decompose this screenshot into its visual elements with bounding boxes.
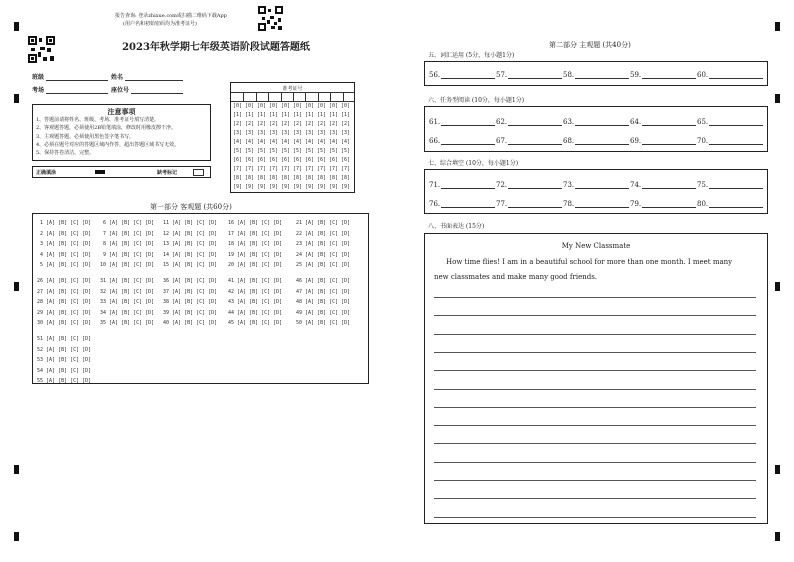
exam-id-bubble[interactable]: [5] bbox=[305, 148, 315, 154]
exam-id-bubble[interactable]: [2] bbox=[269, 121, 279, 127]
exam-id-bubble[interactable]: [1] bbox=[281, 112, 291, 118]
question-number: 60. bbox=[697, 71, 709, 79]
part1-title: 第一部分 客观题 (共60分) bbox=[150, 203, 232, 211]
exam-id-bubble[interactable]: [5] bbox=[329, 148, 339, 154]
question-bubbles[interactable]: 53 [A] [B] [C] [D] bbox=[37, 357, 92, 364]
absent-label: 缺考标记 bbox=[157, 170, 178, 176]
alignment-mark bbox=[14, 22, 19, 31]
answer-blank[interactable] bbox=[575, 188, 629, 189]
question-number: 57. bbox=[496, 71, 508, 79]
writing-line[interactable] bbox=[434, 315, 756, 316]
exam-id-bubble[interactable]: [2] bbox=[317, 121, 327, 127]
question-bubbles[interactable]: 34 [A] [B] [C] [D] bbox=[100, 309, 155, 316]
section5-box bbox=[424, 61, 768, 86]
answer-blank[interactable] bbox=[441, 188, 495, 189]
question-bubbles[interactable]: 37 [A] [B] [C] [D] bbox=[163, 288, 218, 295]
answer-blank[interactable] bbox=[508, 188, 562, 189]
answer-blank[interactable] bbox=[642, 188, 696, 189]
answer-blank[interactable] bbox=[508, 78, 562, 79]
correct-fill-label: 正确填涂 bbox=[36, 170, 57, 176]
question-number: 72. bbox=[496, 181, 508, 189]
writing-line[interactable] bbox=[434, 352, 756, 353]
exam-id-bubble[interactable]: [6] bbox=[341, 157, 351, 163]
question-number: 79. bbox=[630, 200, 642, 208]
question-bubbles[interactable]: 35 [A] [B] [C] [D] bbox=[100, 320, 155, 327]
seat-label: 座位号 bbox=[111, 87, 130, 94]
question-bubbles[interactable]: 55 [A] [B] [C] [D] bbox=[37, 378, 92, 385]
exam-id-title: 准考证号 bbox=[282, 86, 303, 92]
exam-id-bubble[interactable]: [2] bbox=[341, 121, 351, 127]
exam-id-bubble[interactable]: [1] bbox=[269, 112, 279, 118]
question-bubbles[interactable]: 14 [A] [B] [C] [D] bbox=[163, 251, 218, 258]
question-number: 65. bbox=[697, 118, 709, 126]
question-bubbles[interactable]: 5 [A] [B] [C] [D] bbox=[37, 262, 92, 269]
question-bubbles[interactable]: 13 [A] [B] [C] [D] bbox=[163, 241, 218, 248]
question-bubbles[interactable]: 17 [A] [B] [C] [D] bbox=[228, 230, 283, 237]
exam-id-bubble[interactable]: [2] bbox=[305, 121, 315, 127]
question-bubbles[interactable]: 49 [A] [B] [C] [D] bbox=[296, 309, 351, 316]
exam-id-bubble[interactable]: [0] bbox=[317, 103, 327, 109]
report-query-note: 报告查询: 登录zhixue.com或扫描二维码下载App bbox=[115, 13, 227, 19]
exam-id-bubble[interactable]: [7] bbox=[257, 166, 267, 172]
exam-id-bubble[interactable]: [1] bbox=[233, 112, 243, 118]
exam-id-bubble[interactable]: [3] bbox=[281, 130, 291, 136]
alignment-mark bbox=[775, 465, 780, 474]
alignment-mark bbox=[775, 532, 780, 541]
section8-title: 八、书面表达 (15分) bbox=[428, 223, 485, 230]
question-bubbles[interactable]: 41 [A] [B] [C] [D] bbox=[228, 278, 283, 284]
question-number: 70. bbox=[697, 137, 709, 145]
question-bubbles[interactable]: 44 [A] [B] [C] [D] bbox=[228, 309, 283, 316]
question-bubbles[interactable]: 40 [A] [B] [C] [D] bbox=[163, 320, 218, 327]
note-item: 1、答题前请将姓名、班级、考场、准考证号填写清楚。 bbox=[36, 117, 160, 123]
exam-id-bubble[interactable]: [4] bbox=[233, 139, 243, 145]
question-bubbles[interactable]: 20 [A] [B] [C] [D] bbox=[228, 262, 283, 269]
exam-id-bubble[interactable]: [7] bbox=[329, 166, 339, 172]
exam-id-bubble[interactable]: [1] bbox=[329, 112, 339, 118]
question-number: 59. bbox=[630, 71, 642, 79]
question-bubbles[interactable]: 32 [A] [B] [C] [D] bbox=[100, 288, 155, 295]
exam-id-bubble[interactable]: [3] bbox=[317, 130, 327, 136]
exam-id-bubble[interactable]: [8] bbox=[293, 175, 303, 181]
exam-id-bubble[interactable]: [9] bbox=[317, 184, 327, 190]
exam-id-bubble[interactable]: [4] bbox=[281, 139, 291, 145]
essay-title: My New Classmate bbox=[561, 242, 631, 250]
answer-blank[interactable] bbox=[508, 207, 562, 208]
question-bubbles[interactable]: 42 [A] [B] [C] [D] bbox=[228, 288, 283, 295]
exam-id-bubble[interactable]: [3] bbox=[329, 130, 339, 136]
exam-id-bubble[interactable]: [2] bbox=[293, 121, 303, 127]
essay-line: new classmates and make many good friends. bbox=[434, 273, 598, 281]
answer-blank[interactable] bbox=[709, 188, 763, 189]
alignment-mark bbox=[14, 465, 19, 474]
notes-title: 注意事项 bbox=[107, 107, 136, 116]
exam-id-bubble[interactable]: [3] bbox=[245, 130, 255, 136]
question-bubbles[interactable]: 50 [A] [B] [C] [D] bbox=[296, 320, 351, 327]
answer-blank[interactable] bbox=[709, 78, 763, 79]
seat-field[interactable] bbox=[131, 93, 183, 94]
notes-list bbox=[36, 116, 179, 157]
exam-id-bubble[interactable]: [9] bbox=[269, 184, 279, 190]
exam-room-label: 考场 bbox=[32, 87, 45, 94]
exam-id-bubble[interactable]: [5] bbox=[257, 148, 267, 154]
answer-blank[interactable] bbox=[508, 125, 562, 126]
answer-blank[interactable] bbox=[575, 125, 629, 126]
question-bubbles[interactable]: 38 [A] [B] [C] [D] bbox=[163, 299, 218, 306]
question-bubbles[interactable]: 23 [A] [B] [C] [D] bbox=[296, 241, 351, 248]
section7-box bbox=[424, 169, 768, 214]
section5-title: 五、词汇运用 (5分，每小题1分) bbox=[428, 52, 515, 59]
exam-id-bubble[interactable]: [3] bbox=[293, 130, 303, 136]
exam-id-bubble[interactable]: [9] bbox=[245, 184, 255, 190]
question-bubbles[interactable]: 24 [A] [B] [C] [D] bbox=[296, 251, 351, 258]
exam-id-bubble[interactable]: [9] bbox=[305, 184, 315, 190]
question-number: 67. bbox=[496, 137, 508, 145]
exam-id-bubble[interactable]: [5] bbox=[281, 148, 291, 154]
exam-id-bubble[interactable]: [5] bbox=[233, 148, 243, 154]
exam-id-bubble[interactable]: [1] bbox=[293, 112, 303, 118]
question-bubbles[interactable]: 48 [A] [B] [C] [D] bbox=[296, 299, 351, 306]
note-item: 5、保持答卷清洁、完整。 bbox=[36, 150, 95, 157]
alignment-mark bbox=[775, 22, 780, 31]
exam-id-bubble[interactable]: [2] bbox=[281, 121, 291, 127]
writing-line[interactable] bbox=[434, 498, 756, 499]
exam-id-bubble[interactable]: [8] bbox=[305, 175, 315, 181]
part2-title: 第二部分 主观题 (共40分) bbox=[549, 41, 631, 49]
exam-id-bubble[interactable]: [7] bbox=[269, 166, 279, 172]
exam-id-bubble[interactable]: [0] bbox=[245, 103, 255, 109]
note-item: 4、必须在题号对应的答题区域内作答，超出答题区域书写无效。 bbox=[36, 141, 180, 148]
exam-id-bubble[interactable]: [0] bbox=[305, 103, 315, 109]
exam-id-bubble[interactable]: [3] bbox=[233, 130, 243, 136]
alignment-mark bbox=[775, 282, 780, 291]
alignment-mark bbox=[14, 94, 19, 103]
writing-box bbox=[424, 233, 768, 524]
exam-id-bubble[interactable]: [2] bbox=[329, 121, 339, 127]
writing-line[interactable] bbox=[434, 517, 756, 518]
question-number: 75. bbox=[697, 181, 709, 189]
question-bubbles[interactable]: 16 [A] [B] [C] [D] bbox=[228, 220, 283, 226]
answer-blank[interactable] bbox=[642, 144, 696, 145]
exam-id-bubble[interactable]: [7] bbox=[281, 166, 291, 172]
question-number: 76. bbox=[429, 200, 441, 208]
exam-id-bubble[interactable]: [9] bbox=[329, 184, 339, 190]
exam-id-bubble[interactable]: [4] bbox=[341, 139, 351, 145]
alignment-mark bbox=[14, 282, 19, 291]
question-bubbles[interactable]: 25 [A] [B] [C] [D] bbox=[296, 262, 351, 269]
answer-blank[interactable] bbox=[642, 207, 696, 208]
exam-id-bubble[interactable]: [8] bbox=[233, 175, 243, 181]
exam-id-bubble[interactable]: [6] bbox=[293, 157, 303, 163]
question-number: 56. bbox=[429, 71, 441, 79]
exam-id-bubble[interactable]: [0] bbox=[281, 103, 291, 109]
exam-id-bubble[interactable]: [0] bbox=[257, 103, 267, 109]
exam-id-bubble[interactable]: [4] bbox=[245, 139, 255, 145]
answer-blank[interactable] bbox=[709, 207, 763, 208]
question-bubbles[interactable]: 3 [A] [B] [C] [D] bbox=[37, 241, 92, 248]
question-bubbles[interactable]: 7 [A] [B] [C] [D] bbox=[100, 230, 155, 237]
writing-line[interactable] bbox=[434, 297, 756, 298]
exam-id-bubble[interactable]: [6] bbox=[269, 157, 279, 163]
exam-id-bubble[interactable]: [9] bbox=[293, 184, 303, 190]
answer-blank[interactable] bbox=[441, 207, 495, 208]
question-bubbles[interactable]: 18 [A] [B] [C] [D] bbox=[228, 241, 283, 248]
question-bubbles[interactable]: 46 [A] [B] [C] [D] bbox=[296, 278, 351, 284]
question-number: 58. bbox=[563, 71, 575, 79]
exam-id-bubble[interactable]: [2] bbox=[257, 121, 267, 127]
writing-line[interactable] bbox=[434, 443, 756, 444]
exam-id-bubble[interactable]: [7] bbox=[305, 166, 315, 172]
exam-id-bubble[interactable]: [1] bbox=[317, 112, 327, 118]
class-field[interactable] bbox=[46, 80, 108, 81]
answer-blank[interactable] bbox=[441, 125, 495, 126]
section6-box bbox=[424, 106, 768, 152]
exam-id-bubble[interactable]: [6] bbox=[233, 157, 243, 163]
question-bubbles[interactable]: 33 [A] [B] [C] [D] bbox=[100, 299, 155, 306]
section6-title: 六、任务型阅读 (10分，每小题1分) bbox=[428, 97, 525, 104]
question-number: 71. bbox=[429, 181, 441, 189]
question-bubbles[interactable]: 8 [A] [B] [C] [D] bbox=[100, 241, 155, 248]
essay-line: How time flies! I am in a beautiful school for more than one month. I meet many bbox=[446, 258, 733, 266]
answer-blank[interactable] bbox=[441, 144, 495, 145]
question-bubbles[interactable]: 4 [A] [B] [C] [D] bbox=[37, 251, 92, 258]
exam-id-bubble[interactable]: [4] bbox=[317, 139, 327, 145]
question-number: 61. bbox=[429, 118, 441, 126]
writing-line[interactable] bbox=[434, 370, 756, 371]
answer-blank[interactable] bbox=[441, 78, 495, 79]
exam-id-bubble[interactable]: [8] bbox=[281, 175, 291, 181]
question-number: 68. bbox=[563, 137, 575, 145]
question-number: 66. bbox=[429, 137, 441, 145]
name-label: 姓名 bbox=[111, 74, 124, 81]
exam-id-bubble[interactable]: [3] bbox=[269, 130, 279, 136]
exam-id-bubble[interactable]: [6] bbox=[329, 157, 339, 163]
exam-id-bubble[interactable]: [5] bbox=[341, 148, 351, 154]
exam-id-bubble[interactable]: [6] bbox=[305, 157, 315, 163]
question-bubbles[interactable]: 2 [A] [B] [C] [D] bbox=[37, 230, 92, 237]
exam-id-bubble[interactable]: [0] bbox=[341, 103, 351, 109]
exam-id-bubble[interactable]: [1] bbox=[305, 112, 315, 118]
exam-id-bubble[interactable]: [9] bbox=[233, 184, 243, 190]
question-bubbles[interactable]: 12 [A] [B] [C] [D] bbox=[163, 230, 218, 237]
exam-id-bubble[interactable]: [3] bbox=[305, 130, 315, 136]
question-number: 73. bbox=[563, 181, 575, 189]
question-bubbles[interactable]: 47 [A] [B] [C] [D] bbox=[296, 288, 351, 295]
question-bubbles[interactable]: 30 [A] [B] [C] [D] bbox=[37, 320, 92, 327]
question-bubbles[interactable]: 21 [A] [B] [C] [D] bbox=[296, 220, 351, 226]
qr-code-icon bbox=[258, 6, 283, 31]
exam-id-bubble[interactable]: [5] bbox=[317, 148, 327, 154]
exam-id-bubble[interactable]: [6] bbox=[281, 157, 291, 163]
exam-id-bubble[interactable]: [6] bbox=[317, 157, 327, 163]
exam-id-bubble[interactable]: [0] bbox=[233, 103, 243, 109]
exam-id-bubble[interactable]: [2] bbox=[245, 121, 255, 127]
alignment-mark bbox=[775, 94, 780, 103]
page-title: 2023年秋学期七年级英语阶段试题答题纸 bbox=[122, 42, 310, 53]
exam-id-bubble[interactable]: [9] bbox=[257, 184, 267, 190]
exam-id-bubble[interactable]: [4] bbox=[257, 139, 267, 145]
exam-id-bubble[interactable]: [5] bbox=[269, 148, 279, 154]
question-bubbles[interactable]: 43 [A] [B] [C] [D] bbox=[228, 299, 283, 306]
writing-line[interactable] bbox=[434, 407, 756, 408]
fill-example-row bbox=[32, 166, 211, 178]
name-field[interactable] bbox=[125, 80, 183, 81]
exam-id-bubble[interactable]: [5] bbox=[245, 148, 255, 154]
answer-blank[interactable] bbox=[642, 78, 696, 79]
answer-blank[interactable] bbox=[642, 125, 696, 126]
exam-id-bubble[interactable]: [3] bbox=[257, 130, 267, 136]
question-bubbles[interactable]: 51 [A] [B] [C] [D] bbox=[37, 336, 92, 342]
login-note: (用户名和初始密码均为准考证号) bbox=[123, 21, 197, 27]
objective-answer-box bbox=[32, 213, 369, 384]
note-item: 3、主观题答题，必须使用黑色签字笔书写。 bbox=[36, 133, 135, 140]
question-bubbles[interactable]: 39 [A] [B] [C] [D] bbox=[163, 309, 218, 316]
exam-id-bubble[interactable]: [7] bbox=[293, 166, 303, 172]
question-bubbles[interactable]: 9 [A] [B] [C] [D] bbox=[100, 251, 155, 258]
question-bubbles[interactable]: 22 [A] [B] [C] [D] bbox=[296, 230, 351, 237]
exam-id-bubble[interactable]: [9] bbox=[341, 184, 351, 190]
exam-id-bubble[interactable]: [4] bbox=[329, 139, 339, 145]
question-number: 62. bbox=[496, 118, 508, 126]
question-bubbles[interactable]: 31 [A] [B] [C] [D] bbox=[100, 278, 155, 284]
writing-line[interactable] bbox=[434, 389, 756, 390]
question-bubbles[interactable]: 1 [A] [B] [C] [D] bbox=[37, 220, 92, 226]
exam-id-bubble[interactable]: [1] bbox=[341, 112, 351, 118]
notes-box bbox=[32, 104, 211, 161]
exam-room-field[interactable] bbox=[46, 93, 108, 94]
writing-line[interactable] bbox=[434, 425, 756, 426]
question-number: 80. bbox=[697, 200, 709, 208]
exam-id-bubble[interactable]: [8] bbox=[257, 175, 267, 181]
exam-id-bubble[interactable]: [8] bbox=[245, 175, 255, 181]
alignment-mark bbox=[14, 532, 19, 541]
question-bubbles[interactable]: 10 [A] [B] [C] [D] bbox=[100, 262, 155, 269]
question-number: 64. bbox=[630, 118, 642, 126]
question-bubbles[interactable]: 28 [A] [B] [C] [D] bbox=[37, 299, 92, 306]
question-bubbles[interactable]: 45 [A] [B] [C] [D] bbox=[228, 320, 283, 327]
exam-id-bubble[interactable]: [2] bbox=[233, 121, 243, 127]
absent-checkbox[interactable] bbox=[193, 169, 204, 176]
exam-id-bubble[interactable]: [6] bbox=[245, 157, 255, 163]
question-number: 74. bbox=[630, 181, 642, 189]
exam-id-bubble[interactable]: [7] bbox=[245, 166, 255, 172]
exam-id-bubble[interactable]: [0] bbox=[269, 103, 279, 109]
exam-id-box bbox=[230, 82, 355, 193]
exam-id-bubble[interactable]: [8] bbox=[329, 175, 339, 181]
exam-id-bubble[interactable]: [4] bbox=[293, 139, 303, 145]
writing-line[interactable] bbox=[434, 334, 756, 335]
question-bubbles[interactable]: 6 [A] [B] [C] [D] bbox=[100, 220, 155, 226]
exam-id-bubble[interactable]: [1] bbox=[257, 112, 267, 118]
answer-blank[interactable] bbox=[575, 78, 629, 79]
note-item: 2、客观题答题，必须使用2B铅笔填涂，修改时用橡皮擦干净。 bbox=[36, 125, 177, 132]
answer-blank[interactable] bbox=[709, 144, 763, 145]
question-bubbles[interactable]: 19 [A] [B] [C] [D] bbox=[228, 251, 283, 258]
question-number: 69. bbox=[630, 137, 642, 145]
exam-id-bubble[interactable]: [8] bbox=[317, 175, 327, 181]
question-number: 77. bbox=[496, 200, 508, 208]
exam-id-bubble[interactable]: [9] bbox=[281, 184, 291, 190]
question-bubbles[interactable]: 15 [A] [B] [C] [D] bbox=[163, 262, 218, 269]
exam-id-bubble[interactable]: [8] bbox=[341, 175, 351, 181]
answer-blank[interactable] bbox=[575, 144, 629, 145]
exam-id-bubble[interactable]: [7] bbox=[233, 166, 243, 172]
exam-id-bubble[interactable]: [5] bbox=[293, 148, 303, 154]
writing-line[interactable] bbox=[434, 462, 756, 463]
question-bubbles[interactable]: 54 [A] [B] [C] [D] bbox=[37, 367, 92, 374]
exam-id-bubble[interactable]: [0] bbox=[329, 103, 339, 109]
filled-bubble-icon bbox=[95, 170, 105, 174]
answer-blank[interactable] bbox=[508, 144, 562, 145]
question-number: 78. bbox=[563, 200, 575, 208]
exam-id-bubble[interactable]: [3] bbox=[341, 130, 351, 136]
section7-title: 七、综合填空 (10分，每小题1分) bbox=[428, 160, 519, 167]
answer-blank[interactable] bbox=[709, 125, 763, 126]
question-bubbles[interactable]: 11 [A] [B] [C] [D] bbox=[163, 220, 218, 226]
question-bubbles[interactable]: 36 [A] [B] [C] [D] bbox=[163, 278, 218, 284]
exam-id-bubble[interactable]: [4] bbox=[269, 139, 279, 145]
class-label: 班级 bbox=[32, 74, 45, 81]
exam-id-bubble[interactable]: [7] bbox=[317, 166, 327, 172]
question-bubbles[interactable]: 29 [A] [B] [C] [D] bbox=[37, 309, 92, 316]
question-number: 63. bbox=[563, 118, 575, 126]
exam-id-bubble[interactable]: [1] bbox=[245, 112, 255, 118]
qr-code-icon bbox=[28, 36, 55, 63]
exam-id-bubble[interactable]: [8] bbox=[269, 175, 279, 181]
answer-blank[interactable] bbox=[575, 207, 629, 208]
exam-id-bubble[interactable]: [0] bbox=[293, 103, 303, 109]
question-bubbles[interactable]: 52 [A] [B] [C] [D] bbox=[37, 346, 92, 353]
writing-line[interactable] bbox=[434, 480, 756, 481]
exam-id-bubble[interactable]: [4] bbox=[305, 139, 315, 145]
question-bubbles[interactable]: 26 [A] [B] [C] [D] bbox=[37, 278, 92, 284]
exam-id-bubble[interactable]: [6] bbox=[257, 157, 267, 163]
question-bubbles[interactable]: 27 [A] [B] [C] [D] bbox=[37, 288, 92, 295]
exam-id-bubble[interactable]: [7] bbox=[341, 166, 351, 172]
